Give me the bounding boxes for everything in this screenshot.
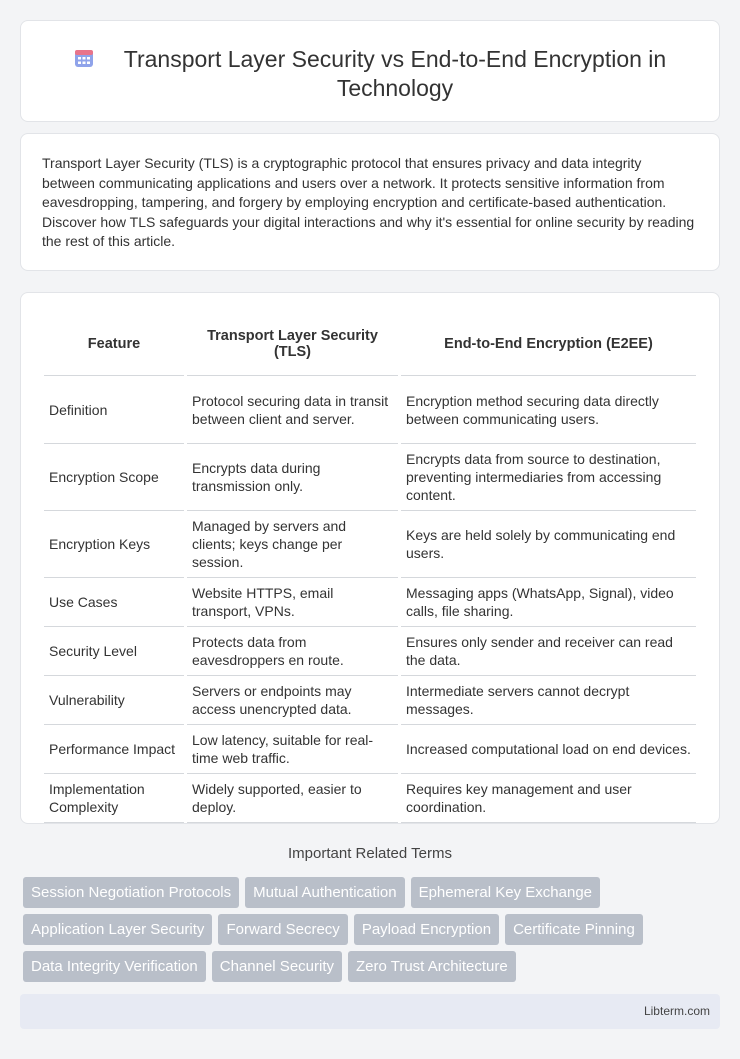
- tls-cell: Protocol securing data in transit between client and server.: [187, 376, 398, 444]
- table-row: [44, 627, 696, 676]
- table-row: [44, 725, 696, 774]
- tls-cell: Managed by servers and clients; keys change per session.: [187, 511, 398, 578]
- table-row: [44, 511, 696, 578]
- header-tls: Transport Layer Security (TLS): [187, 313, 398, 376]
- intro-card: [20, 133, 720, 271]
- related-term-tag[interactable]: Zero Trust Architecture: [348, 951, 516, 982]
- comparison-table-card: [20, 292, 720, 824]
- header-feature: Feature: [44, 313, 184, 376]
- related-term-tag[interactable]: Forward Secrecy: [218, 914, 347, 945]
- comparison-table: [41, 313, 699, 823]
- table-row: [44, 444, 696, 511]
- feature-cell: Encryption Scope: [44, 444, 184, 511]
- feature-cell: Implementation Complexity: [44, 774, 184, 823]
- table-row: [44, 676, 696, 725]
- header-e2ee: End-to-End Encryption (E2EE): [401, 313, 696, 376]
- related-term-tag[interactable]: Ephemeral Key Exchange: [411, 877, 600, 908]
- title-card: [20, 20, 720, 122]
- tls-cell: Website HTTPS, email transport, VPNs.: [187, 578, 398, 627]
- table-row: [44, 578, 696, 627]
- related-term-tag[interactable]: Application Layer Security: [23, 914, 212, 945]
- related-term-tag[interactable]: Data Integrity Verification: [23, 951, 206, 982]
- footer: [20, 994, 720, 1029]
- feature-cell: Performance Impact: [44, 725, 184, 774]
- tls-cell: Low latency, suitable for real-time web traffic.: [187, 725, 398, 774]
- feature-cell: Security Level: [44, 627, 184, 676]
- table-header-row: [44, 313, 696, 376]
- tls-cell: Encrypts data during transmission only.: [187, 444, 398, 511]
- tls-cell: Servers or endpoints may access unencrypted data.: [187, 676, 398, 725]
- e2ee-cell: Intermediate servers cannot decrypt messages.: [401, 676, 696, 725]
- e2ee-cell: Encrypts data from source to destination, preventing intermediaries from accessing content.: [401, 444, 696, 511]
- related-term-tag[interactable]: Channel Security: [212, 951, 342, 982]
- table-row: [44, 376, 696, 444]
- e2ee-cell: Requires key management and user coordination.: [401, 774, 696, 823]
- related-terms-list: [23, 877, 683, 988]
- page-title: Transport Layer Security vs End-to-End Encryption in Technology: [123, 46, 667, 101]
- e2ee-cell: Increased computational load on end devices.: [401, 725, 696, 774]
- e2ee-cell: Messaging apps (WhatsApp, Signal), video calls, file sharing.: [401, 578, 696, 627]
- related-term-tag[interactable]: Payload Encryption: [354, 914, 499, 945]
- intro-text: Transport Layer Security (TLS) is a cryptographic protocol that ensures privacy and data integrity between communicating applications and users over a network. It protects sensitive information from eavesdropping, tampering, and forgery by employing encryption and certificate-based authentication. Discover how TLS safeguards your digital interactions and why it's essential for online security by reading the rest of this article.: [42, 155, 695, 249]
- footer-site-link[interactable]: Libterm.com: [643, 1004, 710, 1018]
- feature-cell: Encryption Keys: [44, 511, 184, 578]
- tls-cell: Protects data from eavesdroppers en route.: [187, 627, 398, 676]
- tls-cell: Widely supported, easier to deploy.: [187, 774, 398, 823]
- feature-cell: Use Cases: [44, 578, 184, 627]
- related-term-tag[interactable]: Certificate Pinning: [505, 914, 643, 945]
- e2ee-cell: Encryption method securing data directly between communicating users.: [401, 376, 696, 444]
- feature-cell: Definition: [44, 376, 184, 444]
- feature-cell: Vulnerability: [44, 676, 184, 725]
- related-term-tag[interactable]: Mutual Authentication: [245, 877, 404, 908]
- related-term-tag[interactable]: Session Negotiation Protocols: [23, 877, 239, 908]
- e2ee-cell: Ensures only sender and receiver can read the data.: [401, 627, 696, 676]
- related-terms-title: Important Related Terms: [288, 845, 452, 862]
- table-row: [44, 774, 696, 823]
- e2ee-cell: Keys are held solely by communicating end users.: [401, 511, 696, 578]
